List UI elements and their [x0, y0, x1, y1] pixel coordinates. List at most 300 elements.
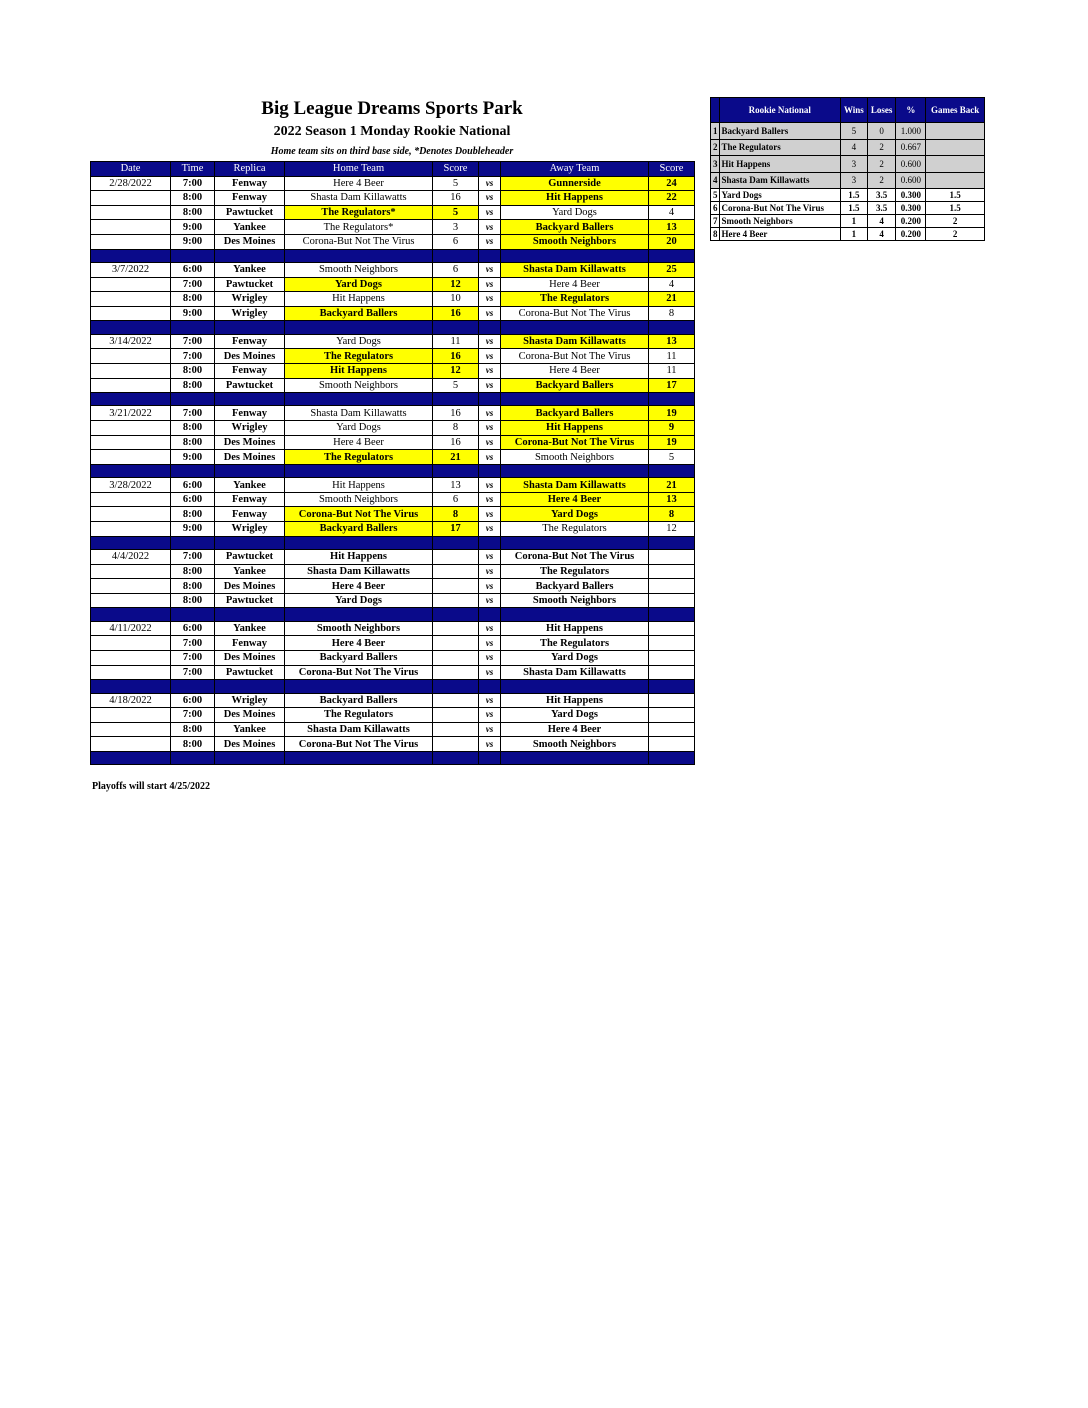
schedule-header-row: [91, 162, 695, 177]
separator-cell: [215, 321, 285, 334]
vs-label: vs: [479, 650, 501, 665]
home-team: Smooth Neighbors: [285, 492, 433, 507]
home-team: Hit Happens: [285, 550, 433, 565]
week-separator: [91, 321, 695, 334]
game-date: 3/28/2022: [91, 478, 171, 493]
separator-cell: [215, 393, 285, 406]
table-row: [91, 234, 695, 249]
home-team: Backyard Ballers: [285, 522, 433, 537]
away-team: Smooth Neighbors: [501, 737, 649, 752]
vs-label: vs: [479, 334, 501, 349]
table-row: [91, 665, 695, 680]
home-team: Shasta Dam Killawatts: [285, 564, 433, 579]
game-time: 9:00: [171, 306, 215, 321]
game-field: Fenway: [215, 363, 285, 378]
team-wins: 5: [841, 123, 868, 140]
home-score: 5: [433, 205, 479, 220]
away-score: [649, 621, 695, 636]
standings-table: [710, 97, 985, 241]
vs-label: vs: [479, 636, 501, 651]
col-home-score: Score: [433, 162, 479, 177]
game-field: Wrigley: [215, 306, 285, 321]
home-team: Yard Dogs: [285, 277, 433, 292]
team-loses: 2: [867, 172, 896, 189]
home-score: 5: [433, 176, 479, 191]
game-date: [91, 292, 171, 307]
vs-label: vs: [479, 205, 501, 220]
game-field: Fenway: [215, 176, 285, 191]
game-field: Des Moines: [215, 234, 285, 249]
game-time: 8:00: [171, 292, 215, 307]
away-team: Corona-But Not The Virus: [501, 349, 649, 364]
game-field: Yankee: [215, 220, 285, 235]
game-date: [91, 234, 171, 249]
game-date: [91, 450, 171, 465]
team-pct: 0.300: [896, 202, 926, 215]
away-score: 5: [649, 450, 695, 465]
home-team: Yard Dogs: [285, 421, 433, 436]
standings-row: [711, 189, 985, 202]
game-time: 7:00: [171, 636, 215, 651]
team-rank: 1: [711, 123, 720, 140]
away-score: [649, 708, 695, 723]
game-time: 7:00: [171, 708, 215, 723]
away-team: The Regulators: [501, 522, 649, 537]
game-field: Pawtucket: [215, 378, 285, 393]
vs-label: vs: [479, 522, 501, 537]
separator-cell: [501, 321, 649, 334]
game-field: Wrigley: [215, 292, 285, 307]
separator-cell: [479, 393, 501, 406]
away-score: 24: [649, 176, 695, 191]
game-date: [91, 492, 171, 507]
game-date: [91, 522, 171, 537]
away-team: The Regulators: [501, 292, 649, 307]
game-field: Yankee: [215, 564, 285, 579]
game-date: [91, 564, 171, 579]
separator-cell: [433, 321, 479, 334]
separator-cell: [91, 608, 171, 621]
away-score: 20: [649, 234, 695, 249]
game-time: 8:00: [171, 205, 215, 220]
home-team: The Regulators*: [285, 205, 433, 220]
away-team: Hit Happens: [501, 421, 649, 436]
home-team: The Regulators: [285, 349, 433, 364]
table-row: [91, 522, 695, 537]
home-score: 6: [433, 492, 479, 507]
standings-row: [711, 215, 985, 228]
vs-label: vs: [479, 665, 501, 680]
game-time: 8:00: [171, 579, 215, 594]
col-division: Rookie National: [719, 98, 841, 123]
team-pct: 0.300: [896, 189, 926, 202]
away-team: Backyard Ballers: [501, 220, 649, 235]
home-team: Shasta Dam Killawatts: [285, 191, 433, 206]
separator-cell: [171, 680, 215, 693]
separator-cell: [171, 464, 215, 477]
team-rank: 4: [711, 172, 720, 189]
team-name: Backyard Ballers: [719, 123, 841, 140]
game-date: 3/21/2022: [91, 406, 171, 421]
game-time: 7:00: [171, 334, 215, 349]
home-team: The Regulators*: [285, 220, 433, 235]
away-team: Here 4 Beer: [501, 277, 649, 292]
game-field: Yankee: [215, 722, 285, 737]
game-time: 6:00: [171, 693, 215, 708]
separator-cell: [433, 536, 479, 549]
team-name: The Regulators: [719, 139, 841, 156]
game-field: Yankee: [215, 262, 285, 277]
game-date: [91, 665, 171, 680]
game-time: 6:00: [171, 621, 215, 636]
game-date: [91, 191, 171, 206]
team-pct: 0.200: [896, 228, 926, 241]
game-field: Des Moines: [215, 737, 285, 752]
home-score: 10: [433, 292, 479, 307]
table-row: [91, 262, 695, 277]
team-pct: 0.200: [896, 215, 926, 228]
standings-body: [711, 123, 985, 241]
home-team: Smooth Neighbors: [285, 378, 433, 393]
home-score: 16: [433, 406, 479, 421]
separator-cell: [649, 321, 695, 334]
game-time: 8:00: [171, 593, 215, 608]
col-loses: Loses: [867, 98, 896, 123]
table-row: [91, 292, 695, 307]
away-team: Shasta Dam Killawatts: [501, 478, 649, 493]
team-games-back: [926, 123, 985, 140]
separator-cell: [215, 536, 285, 549]
vs-label: vs: [479, 450, 501, 465]
separator-cell: [501, 680, 649, 693]
away-team: Corona-But Not The Virus: [501, 306, 649, 321]
separator-cell: [479, 751, 501, 764]
game-field: Pawtucket: [215, 277, 285, 292]
team-games-back: 1.5: [926, 202, 985, 215]
game-date: [91, 507, 171, 522]
game-date: 4/4/2022: [91, 550, 171, 565]
away-score: [649, 636, 695, 651]
game-time: 6:00: [171, 262, 215, 277]
separator-cell: [649, 393, 695, 406]
home-score: 16: [433, 435, 479, 450]
col-date: Date: [91, 162, 171, 177]
home-team: Backyard Ballers: [285, 693, 433, 708]
table-row: [91, 306, 695, 321]
game-time: 9:00: [171, 220, 215, 235]
vs-label: vs: [479, 378, 501, 393]
game-date: 3/14/2022: [91, 334, 171, 349]
team-wins: 3: [841, 172, 868, 189]
game-date: [91, 378, 171, 393]
col-vs: [479, 162, 501, 177]
away-score: 13: [649, 492, 695, 507]
home-team: Smooth Neighbors: [285, 262, 433, 277]
separator-cell: [479, 321, 501, 334]
table-row: [91, 176, 695, 191]
home-score: [433, 593, 479, 608]
page-title: Big League Dreams Sports Park: [261, 98, 523, 119]
game-time: 7:00: [171, 277, 215, 292]
away-team: Shasta Dam Killawatts: [501, 665, 649, 680]
separator-cell: [479, 536, 501, 549]
home-team: Corona-But Not The Virus: [285, 737, 433, 752]
col-time: Time: [171, 162, 215, 177]
separator-cell: [215, 751, 285, 764]
home-score: [433, 722, 479, 737]
separator-cell: [171, 751, 215, 764]
separator-cell: [501, 464, 649, 477]
week-separator: [91, 249, 695, 262]
game-time: 7:00: [171, 550, 215, 565]
home-team: Hit Happens: [285, 478, 433, 493]
away-team: Hit Happens: [501, 621, 649, 636]
table-row: [91, 220, 695, 235]
separator-cell: [171, 608, 215, 621]
col-away-score: Score: [649, 162, 695, 177]
schedule-body: [91, 176, 695, 765]
separator-cell: [91, 249, 171, 262]
home-score: [433, 665, 479, 680]
home-score: [433, 579, 479, 594]
week-separator: [91, 751, 695, 764]
home-score: [433, 636, 479, 651]
team-rank: 7: [711, 215, 720, 228]
game-date: [91, 737, 171, 752]
standings-row: [711, 139, 985, 156]
away-team: Here 4 Beer: [501, 722, 649, 737]
table-row: [91, 593, 695, 608]
away-team: Smooth Neighbors: [501, 593, 649, 608]
home-team: Shasta Dam Killawatts: [285, 722, 433, 737]
table-row: [91, 722, 695, 737]
separator-cell: [171, 249, 215, 262]
game-field: Des Moines: [215, 450, 285, 465]
home-score: [433, 693, 479, 708]
game-field: Pawtucket: [215, 593, 285, 608]
table-row: [91, 550, 695, 565]
game-date: [91, 579, 171, 594]
game-date: [91, 277, 171, 292]
week-separator: [91, 393, 695, 406]
team-rank: 3: [711, 156, 720, 173]
standings-header-row: [711, 98, 985, 123]
vs-label: vs: [479, 492, 501, 507]
col-pct: %: [896, 98, 926, 123]
game-time: 8:00: [171, 363, 215, 378]
away-score: [649, 722, 695, 737]
away-team: Here 4 Beer: [501, 363, 649, 378]
table-row: [91, 378, 695, 393]
vs-label: vs: [479, 564, 501, 579]
game-field: Fenway: [215, 406, 285, 421]
table-row: [91, 650, 695, 665]
home-team: Shasta Dam Killawatts: [285, 406, 433, 421]
game-field: Des Moines: [215, 650, 285, 665]
vs-label: vs: [479, 363, 501, 378]
game-date: [91, 708, 171, 723]
separator-cell: [91, 680, 171, 693]
separator-cell: [433, 249, 479, 262]
away-team: Yard Dogs: [501, 708, 649, 723]
away-score: [649, 737, 695, 752]
separator-cell: [501, 608, 649, 621]
table-row: [91, 191, 695, 206]
team-loses: 3.5: [867, 202, 896, 215]
team-pct: 0.600: [896, 156, 926, 173]
separator-cell: [479, 249, 501, 262]
team-wins: 4: [841, 139, 868, 156]
separator-cell: [171, 393, 215, 406]
game-date: 2/28/2022: [91, 176, 171, 191]
separator-cell: [433, 751, 479, 764]
game-time: 8:00: [171, 421, 215, 436]
team-games-back: 2: [926, 228, 985, 241]
home-score: 16: [433, 306, 479, 321]
game-field: Fenway: [215, 492, 285, 507]
home-team: Here 4 Beer: [285, 636, 433, 651]
game-field: Des Moines: [215, 708, 285, 723]
home-team: Yard Dogs: [285, 334, 433, 349]
playoffs-note: Playoffs will start 4/25/2022: [92, 781, 211, 792]
vs-label: vs: [479, 191, 501, 206]
game-date: [91, 722, 171, 737]
vs-label: vs: [479, 292, 501, 307]
table-row: [91, 450, 695, 465]
vs-label: vs: [479, 579, 501, 594]
table-row: [91, 277, 695, 292]
game-field: Des Moines: [215, 435, 285, 450]
separator-cell: [215, 249, 285, 262]
week-separator: [91, 464, 695, 477]
home-team: The Regulators: [285, 708, 433, 723]
home-score: 8: [433, 507, 479, 522]
team-name: Hit Happens: [719, 156, 841, 173]
table-row: [91, 492, 695, 507]
home-team: Backyard Ballers: [285, 650, 433, 665]
home-score: 5: [433, 378, 479, 393]
separator-cell: [285, 751, 433, 764]
vs-label: vs: [479, 234, 501, 249]
game-time: 8:00: [171, 435, 215, 450]
table-row: [91, 478, 695, 493]
home-team: Corona-But Not The Virus: [285, 234, 433, 249]
table-row: [91, 564, 695, 579]
standings-row: [711, 172, 985, 189]
separator-cell: [91, 751, 171, 764]
away-score: [649, 693, 695, 708]
team-rank: 8: [711, 228, 720, 241]
standings-row: [711, 123, 985, 140]
away-score: [649, 564, 695, 579]
team-pct: 0.667: [896, 139, 926, 156]
away-team: Gunnerside: [501, 176, 649, 191]
table-row: [91, 205, 695, 220]
separator-cell: [91, 464, 171, 477]
separator-cell: [479, 608, 501, 621]
separator-cell: [215, 608, 285, 621]
away-score: 4: [649, 205, 695, 220]
game-field: Wrigley: [215, 421, 285, 436]
game-field: Des Moines: [215, 579, 285, 594]
home-team: The Regulators: [285, 450, 433, 465]
standings-row: [711, 156, 985, 173]
away-team: Here 4 Beer: [501, 492, 649, 507]
standings-row: [711, 202, 985, 215]
home-score: 8: [433, 421, 479, 436]
separator-cell: [501, 393, 649, 406]
separator-cell: [649, 464, 695, 477]
standings-row: [711, 228, 985, 241]
away-score: 13: [649, 334, 695, 349]
away-score: [649, 593, 695, 608]
home-team: Smooth Neighbors: [285, 621, 433, 636]
team-loses: 3.5: [867, 189, 896, 202]
game-time: 8:00: [171, 737, 215, 752]
away-score: 11: [649, 363, 695, 378]
game-field: Yankee: [215, 478, 285, 493]
home-team: Corona-But Not The Virus: [285, 507, 433, 522]
team-loses: 0: [867, 123, 896, 140]
away-team: Shasta Dam Killawatts: [501, 262, 649, 277]
vs-label: vs: [479, 306, 501, 321]
separator-cell: [285, 464, 433, 477]
team-rank: 6: [711, 202, 720, 215]
vs-label: vs: [479, 478, 501, 493]
separator-cell: [171, 321, 215, 334]
away-team: The Regulators: [501, 636, 649, 651]
vs-label: vs: [479, 220, 501, 235]
game-time: 7:00: [171, 650, 215, 665]
game-time: 8:00: [171, 191, 215, 206]
away-team: Corona-But Not The Virus: [501, 550, 649, 565]
separator-cell: [479, 680, 501, 693]
table-row: [91, 435, 695, 450]
team-pct: 1.000: [896, 123, 926, 140]
table-row: [91, 334, 695, 349]
week-separator: [91, 536, 695, 549]
game-date: [91, 636, 171, 651]
game-time: 9:00: [171, 234, 215, 249]
table-row: [91, 421, 695, 436]
game-field: Pawtucket: [215, 550, 285, 565]
col-wins: Wins: [841, 98, 868, 123]
home-score: 16: [433, 191, 479, 206]
away-team: Backyard Ballers: [501, 406, 649, 421]
separator-cell: [91, 393, 171, 406]
vs-label: vs: [479, 277, 501, 292]
game-date: [91, 220, 171, 235]
away-score: 4: [649, 277, 695, 292]
game-date: 4/18/2022: [91, 693, 171, 708]
away-team: Yard Dogs: [501, 507, 649, 522]
away-team: The Regulators: [501, 564, 649, 579]
table-row: [91, 693, 695, 708]
game-time: 7:00: [171, 665, 215, 680]
team-wins: 1: [841, 215, 868, 228]
vs-label: vs: [479, 550, 501, 565]
team-wins: 3: [841, 156, 868, 173]
game-time: 8:00: [171, 722, 215, 737]
game-date: [91, 421, 171, 436]
home-score: [433, 550, 479, 565]
team-name: Corona-But Not The Virus: [719, 202, 841, 215]
away-score: 8: [649, 306, 695, 321]
separator-cell: [649, 608, 695, 621]
game-time: 7:00: [171, 176, 215, 191]
away-team: Yard Dogs: [501, 650, 649, 665]
separator-cell: [285, 249, 433, 262]
